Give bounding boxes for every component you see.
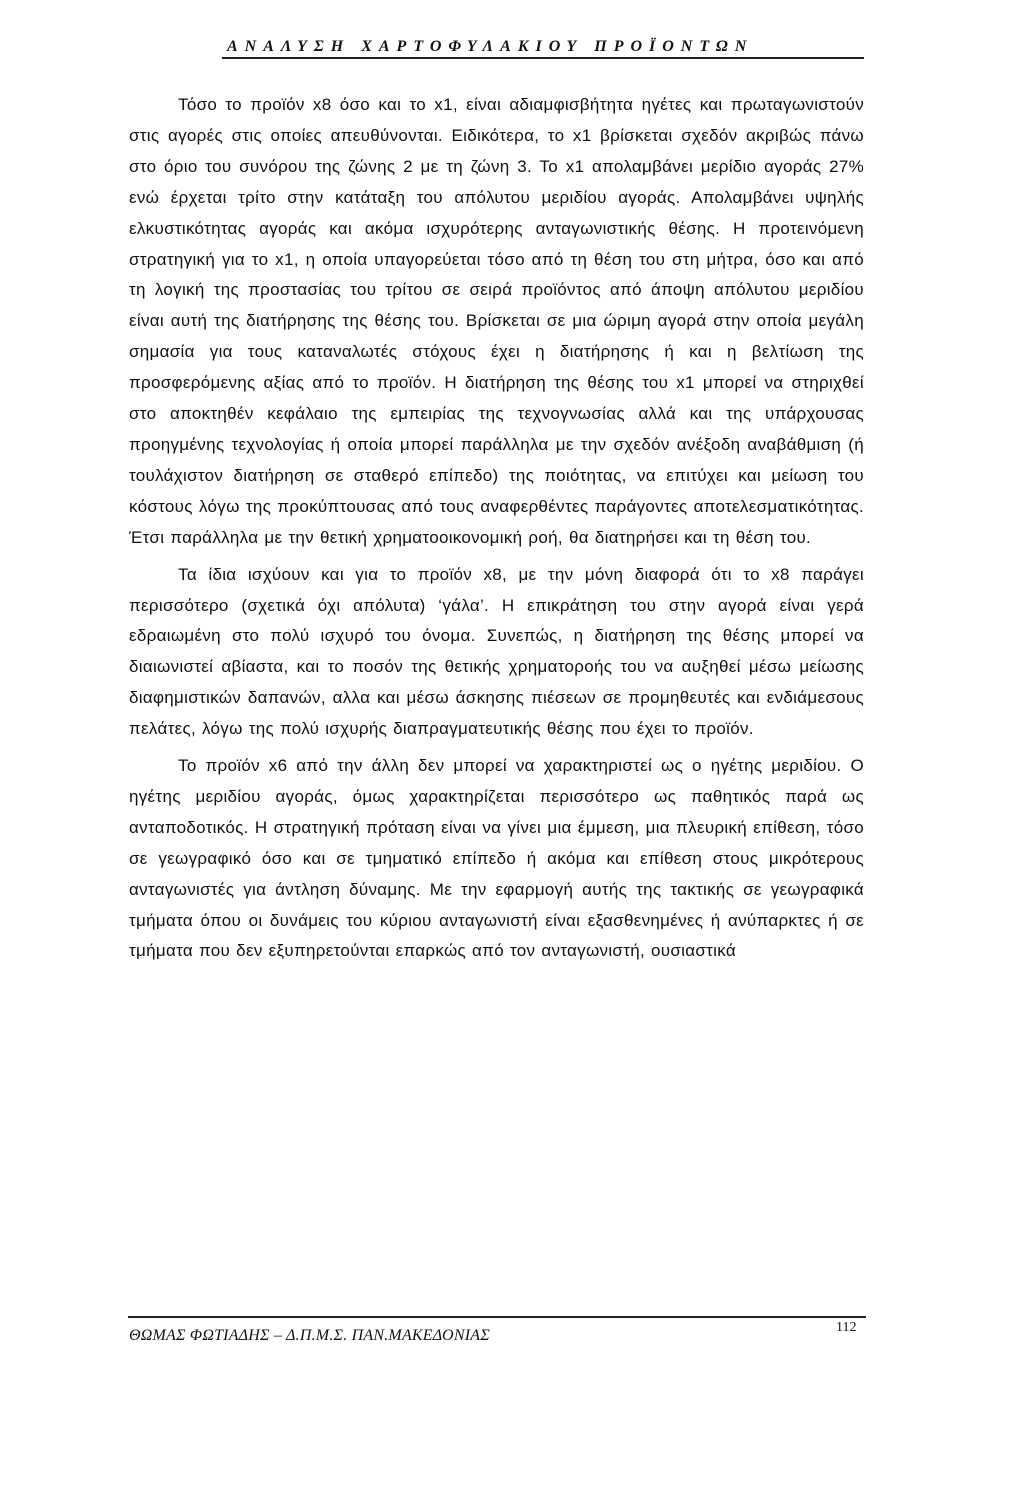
running-header: ΑΝΑΛΥΣΗ ΧΑΡΤΟΦΥΛΑΚΙΟΥ ΠΡΟΪΟΝΤΩΝ (227, 38, 754, 55)
page-number: 112 (836, 1320, 857, 1335)
footer-rule (128, 1316, 866, 1318)
paragraph-1: Τόσο το προϊόν x8 όσο και το x1, είναι αδιαμφισβήτητα ηγέτες και πρωταγωνιστούν στις αγορές στις οποίες απευθύνονται. Ειδικότερα, το x1 βρίσκεται σχεδόν ακριβώς πάνω στο όριο του συνόρου της ζώνης 2 με τη ζώνη 3. Το x1 απολαμβάνει μερίδιο αγοράς 27% ενώ έρχεται τρίτο στην κατάταξη του απόλυτου μεριδίου αγοράς. Απολαμβάνει υψηλής ελκυστικότητας αγοράς και ακόμα ισχυρότερης ανταγωνιστικής θέσης. Η προτεινόμενη στρατηγική για το x1, η οποία υπαγορεύεται τόσο από τη θέση του στη μήτρα, όσο και από τη λογική της προστασίας του τρίτου σε σειρά προϊόντος από άποψη απόλυτου μεριδίου είναι αυτή της διατήρησης της θέσης του. Βρίσκεται σε μια ώριμη αγορά στην οποία μεγάλη σημασία για τους καταναλωτές στόχους έχει η διατήρησης ή και η βελτίωση της προσφερόμενης αξίας από το προϊόν. Η διατήρηση της θέσης του x1 μπορεί να στηριχθεί στο αποκτηθέν κεφάλαιο της εμπειρίας της τεχνογνωσίας αλλά και της υπάρχουσας προηγμένης τεχνολογίας ή οποία μπορεί παράλληλα με την σχεδόν ανέξοδη αναβάθμιση (ή τουλάχιστον διατήρηση σε σταθερό επίπεδο) της ποιότητας, να επιτύχει και μείωση του κόστους λόγω της προκύπτουσας από τους αναφερθέντες παράγοντες αποτελεσματικότητας. Έτσι παράλληλα με την θετική χρηματοοικονομική ροή, θα διατηρήσει και τη θέση του. (129, 95, 864, 547)
header-rule (222, 57, 864, 59)
body-text (129, 90, 864, 967)
paragraph-2: Τα ίδια ισχύουν και για το προϊόν x8, με την μόνη διαφορά ότι το x8 παράγει περισσότερο (σχετικά όχι απόλυτα) ‘γάλα’. Η επικράτηση του στην αγορά είναι γερά εδραιωμένη στο πολύ ισχυρό του όνομα. Συνεπώς, η διατήρηση της θέσης μπορεί να διαιωνιστεί αβίαστα, και το ποσόν της θετικής χρηματοροής του να αυξηθεί μέσω μείωσης διαφημιστικών δαπανών, αλλα και μέσω άσκησης πιέσεων σε προμηθευτές και ενδιάμεσους πελάτες, λόγω της πολύ ισχυρής διαπραγματευτικής θέσης που έχει το προϊόν. (129, 564, 864, 739)
footer-author: ΘΩΜΑΣ ΦΩΤΙΑΔΗΣ – Δ.Π.Μ.Σ. ΠΑΝ.ΜΑΚΕΔΟΝΙΑΣ (129, 1327, 490, 1344)
paragraph-3: Το προϊόν x6 από την άλλη δεν μπορεί να χαρακτηριστεί ως ο ηγέτης μεριδίου. Ο ηγέτης μεριδίου αγοράς, όμως χαρακτηρίζεται περισσότερο ως παθητικός παρά ως ανταποδοτικός. Η στρατηγική πρόταση είναι να γίνει μια έμμεση, μια πλευρική επίθεση, τόσο σε γεωγραφικό όσο και σε τμηματικό επίπεδο ή ακόμα και επίθεση στους μικρότερους ανταγωνιστές για άντληση δύναμης. Με την εφαρμογή αυτής της τακτικής σε γεωγραφικά τμήματα όπου οι δυνάμεις του κύριου ανταγωνιστή είναι εξασθενημένες ή ανύπαρκτες ή σε τμήματα που δεν εξυπηρετούνται επαρκώς από τον ανταγωνιστή, ουσιαστικά (129, 756, 864, 961)
